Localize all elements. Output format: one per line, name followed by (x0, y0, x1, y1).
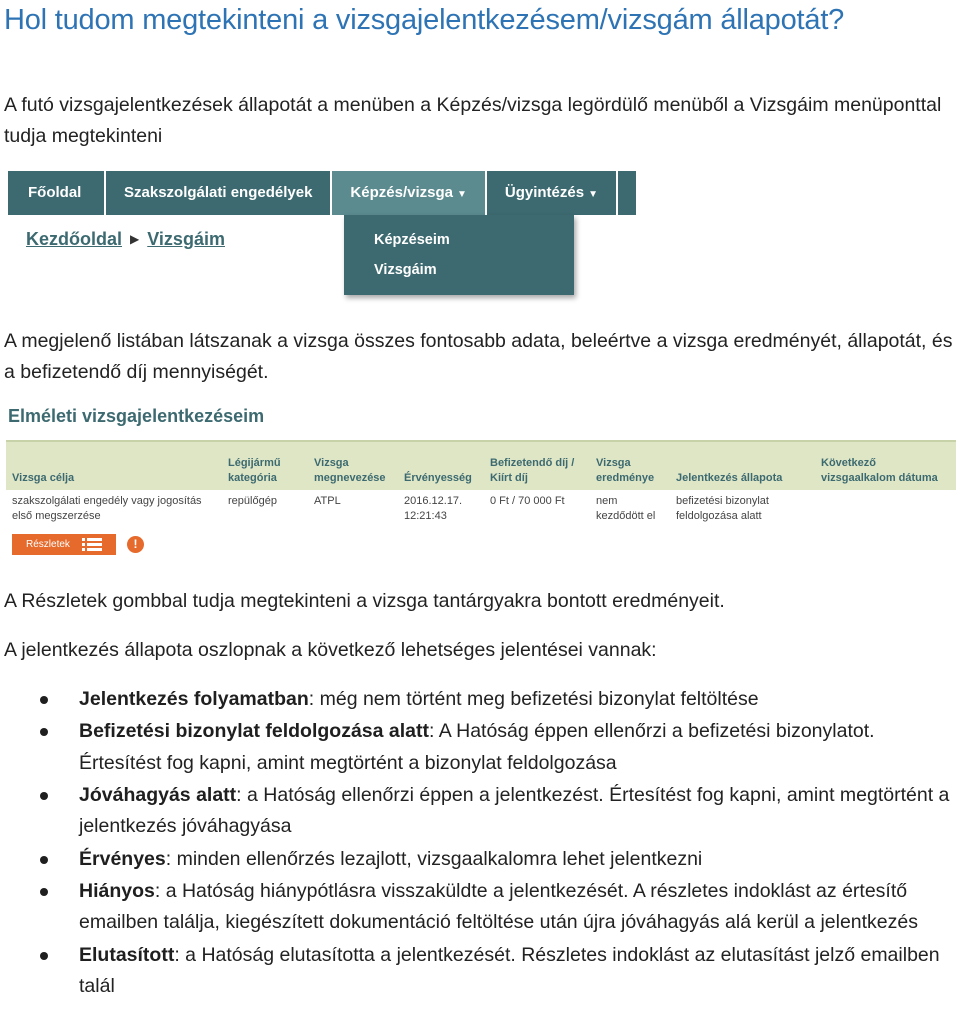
list-item (0, 780, 959, 842)
table-cell: nem kezdődött el (596, 495, 656, 522)
list-icon (82, 538, 102, 551)
list-item (0, 876, 959, 938)
status-term: Befizetési bizonylat feldolgozása alatt (79, 720, 429, 743)
table-cell: befizetési bizonylat feldolgozása alatt (676, 495, 769, 522)
column-header: Vizsga célja (12, 472, 75, 484)
exam-table-title: Elméleti vizsgajelentkezéseim (8, 406, 265, 426)
column-header: Légijármű kategória (228, 457, 281, 484)
breadcrumb-home[interactable]: Kezdőoldal (26, 229, 123, 249)
column-header: Következő vizsgaalkalom dátuma (821, 457, 938, 484)
bullet-icon (40, 856, 48, 864)
status-intro-paragraph: A jelentkezés állapota oszlopnak a következő lehetséges jelentései vannak: (4, 639, 657, 661)
details-paragraph: A Részletek gombbal tudja megtekinteni a vizsga tantárgyakra bontott eredményeit. (4, 590, 725, 612)
page-title: Hol tudom megtekinteni a vizsgajelentkezésem/vizsgám állapotát? (4, 4, 845, 36)
status-term: Jóváhagyás alatt (79, 783, 237, 806)
table-cell: 2016.12.17. 12:21:43 (404, 495, 463, 522)
column-header: Érvényesség (404, 472, 472, 484)
nav-item-training-exam[interactable]: Képzés/vizsga ▼ (332, 171, 486, 215)
table-cell: 0 Ft / 70 000 Ft (490, 495, 565, 507)
status-description: : minden ellenőrzés lezajlott, vizsgaalkalomra lehet jelentkezni (165, 847, 703, 870)
list-item (0, 844, 959, 875)
dropdown-item-trainings[interactable]: Képzéseim (374, 232, 450, 248)
list-description: A megjelenő listában látszanak a vizsga összes fontosabb adata, beleértve a vizsga eredményét, állapotát, és a befizetendő díj mennyiségét. (4, 330, 953, 383)
chevron-right-icon: ▶ (130, 232, 140, 246)
nav-item-licenses[interactable]: Szakszolgálati engedélyek (106, 171, 332, 215)
status-term: Elutasított (79, 943, 175, 966)
list-item (0, 940, 959, 1002)
table-header (6, 440, 956, 492)
bullet-icon (40, 696, 48, 704)
caret-down-icon: ▼ (588, 189, 598, 200)
nav-menu-screenshot (8, 171, 636, 301)
nav-item-home[interactable]: Főoldal (8, 171, 106, 215)
status-description: : még nem történt meg befizetési bizonylat feltöltése (308, 688, 759, 710)
table-cell: szakszolgálati engedély vagy jogosítás első megszerzése (12, 495, 202, 522)
column-header: Vizsga megnevezése (314, 457, 386, 484)
status-description: : A Hatóság éppen ellenőrzi a befizetési bizonylatot. Értesítést fog kapni, amint megtörtént a bizonylat feldolgozása (79, 720, 875, 774)
details-button-label: Részletek (26, 539, 70, 550)
status-description: : a Hatóság elutasította a jelentkezését. Részletes indoklást az elutasítást jelző emailben talál (79, 943, 940, 997)
dropdown-item-exams[interactable]: Vizsgáim (374, 262, 437, 278)
details-button[interactable] (12, 534, 116, 555)
training-exam-dropdown (344, 215, 574, 295)
status-description: : a Hatóság hiánypótlásra visszaküldte a jelentkezését. A részletes indoklást az értesítő emailben találja, kiegészített dokumentáció feltöltése után újra jóváhagyás alá kerül a jelentkezés (79, 879, 918, 934)
status-term: Érvényes (79, 847, 166, 870)
bullet-icon (40, 888, 48, 896)
column-header: Befizetendő díj / Kiírt díj (490, 457, 575, 484)
navbar (8, 171, 636, 215)
intro-paragraph: A futó vizsgajelentkezések állapotát a menüben a Képzés/vizsga legördülő menüből a Vizsgáim menüponttal tudja megtekinteni (4, 94, 942, 147)
list-item (0, 684, 959, 715)
bullet-icon (40, 952, 48, 960)
exam-table-screenshot (6, 406, 956, 566)
bullet-icon (40, 728, 48, 736)
list-item (0, 716, 959, 778)
column-header: Vizsga eredménye (596, 457, 655, 484)
nav-item-administration[interactable]: Ügyintézés ▼ (487, 171, 618, 215)
status-term: Jelentkezés folyamatban (79, 688, 309, 710)
status-term: Hiányos (79, 879, 155, 902)
table-row (6, 490, 956, 536)
table-cell: repülőgép (228, 495, 277, 507)
table-cell: ATPL (314, 495, 341, 507)
bullet-icon (40, 792, 48, 800)
status-description: : a Hatóság ellenőrzi éppen a jelentkezést. Értesítést fog kapni, amint megtörtént a jelentkezés jóváhagyása (79, 783, 950, 838)
status-list (0, 684, 960, 1003)
breadcrumb-exams[interactable]: Vizsgáim (147, 229, 225, 249)
caret-down-icon: ▼ (456, 189, 467, 200)
alert-icon[interactable]: ! (127, 536, 144, 553)
breadcrumb (26, 229, 225, 250)
column-header: Jelentkezés állapota (676, 472, 783, 484)
